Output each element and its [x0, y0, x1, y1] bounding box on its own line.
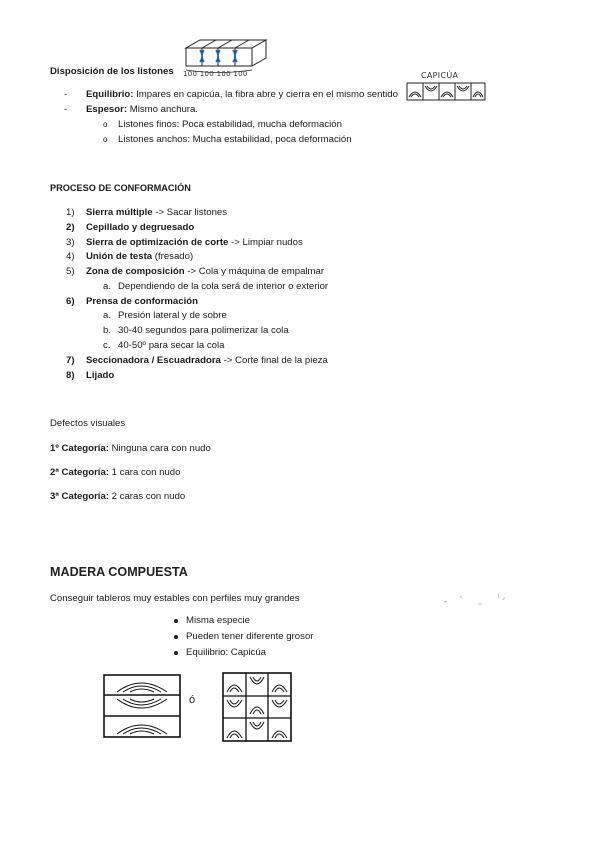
step-number: 2) [66, 222, 75, 233]
composite-board-sketch-stacked [103, 674, 181, 738]
section-title-madera-compuesta: MADERA COMPUESTA [50, 565, 188, 579]
connector-text: ó [189, 694, 196, 706]
step-number: 4) [66, 251, 75, 262]
sub-step-text: 40-50º para secar la cola [118, 340, 225, 351]
sub-step-letter: a. [103, 310, 112, 321]
bullet-dot [174, 635, 178, 639]
sub-bullet-marker: o [103, 135, 108, 144]
sub-bullet-text: Listones anchos: Mucha estabilidad, poca deformación [118, 134, 352, 145]
step-text: Sierra múltiple -> Sacar listones [86, 207, 228, 218]
step-number: 6) [66, 296, 75, 307]
sub-step-text: 30-40 segundos para polimerizar la cola [118, 325, 289, 336]
sub-step-text: Presión lateral y de sobre [118, 310, 227, 321]
step-text: Seccionadora / Escuadradora -> Corte final de la pieza [86, 355, 328, 366]
defect-category: 2ª Categoría: 1 cara con nudo [50, 467, 181, 478]
step-text: Unión de testa (fresado) [86, 251, 194, 262]
bullet-dot [174, 619, 178, 623]
disposicion-bullet: - [64, 104, 68, 115]
madera-bullet-text: Misma especie [186, 615, 250, 626]
madera-bullet-text: Equilibrio: Capicúa [186, 647, 266, 658]
defect-category: 1º Categoría: Ninguna cara con nudo [50, 443, 211, 454]
step-number: 1) [66, 207, 75, 218]
bullet-dot [174, 651, 178, 655]
listones-width-note: 100 100 100 100 [183, 70, 248, 78]
sub-step-letter: b. [103, 325, 112, 336]
defect-category: 3ª Categoría: 2 caras con nudo [50, 491, 186, 502]
sub-step-letter: c. [103, 340, 111, 351]
section-heading-defectos: Defectos visuales [50, 418, 126, 429]
sub-step-letter: a. [103, 281, 112, 292]
step-number: 5) [66, 266, 75, 277]
disposicion-bullet: - [64, 89, 68, 100]
step-number: 7) [66, 355, 75, 366]
disposicion-bullet-text: Espesor: Mismo anchura. [86, 104, 198, 115]
capicua-sketch [406, 82, 486, 102]
scan-marks [440, 588, 510, 610]
step-number: 8) [66, 370, 75, 381]
madera-bullet-text: Pueden tener diferente grosor [186, 631, 314, 642]
sub-bullet-text: Listones finos: Poca estabilidad, mucha deformación [118, 119, 342, 130]
section-heading-disposicion: Disposición de los listones [50, 66, 174, 77]
composite-board-sketch-grid [222, 672, 292, 742]
step-text: Zona de composición -> Cola y máquina de empalmar [86, 266, 325, 277]
step-number: 3) [66, 237, 75, 248]
step-text: Prensa de conformación [86, 296, 198, 307]
step-text: Sierra de optimización de corte -> Limpiar nudos [86, 237, 303, 248]
step-text: Cepillado y degruesado [86, 222, 195, 233]
disposicion-bullet-text: Equilibrio: Impares en capicúa, la fibra abre y cierra en el mismo sentido [86, 89, 398, 100]
section-heading-proceso: PROCESO DE CONFORMACIÓN [50, 183, 191, 193]
sub-step-text: Dependiendo de la cola será de interior o exterior [118, 281, 329, 292]
step-text: Lijado [86, 370, 115, 381]
sub-bullet-marker: o [103, 120, 108, 129]
madera-intro: Conseguir tableros muy estables con perfiles muy grandes [50, 593, 300, 604]
capicua-note: CAPICÚA [421, 71, 459, 80]
